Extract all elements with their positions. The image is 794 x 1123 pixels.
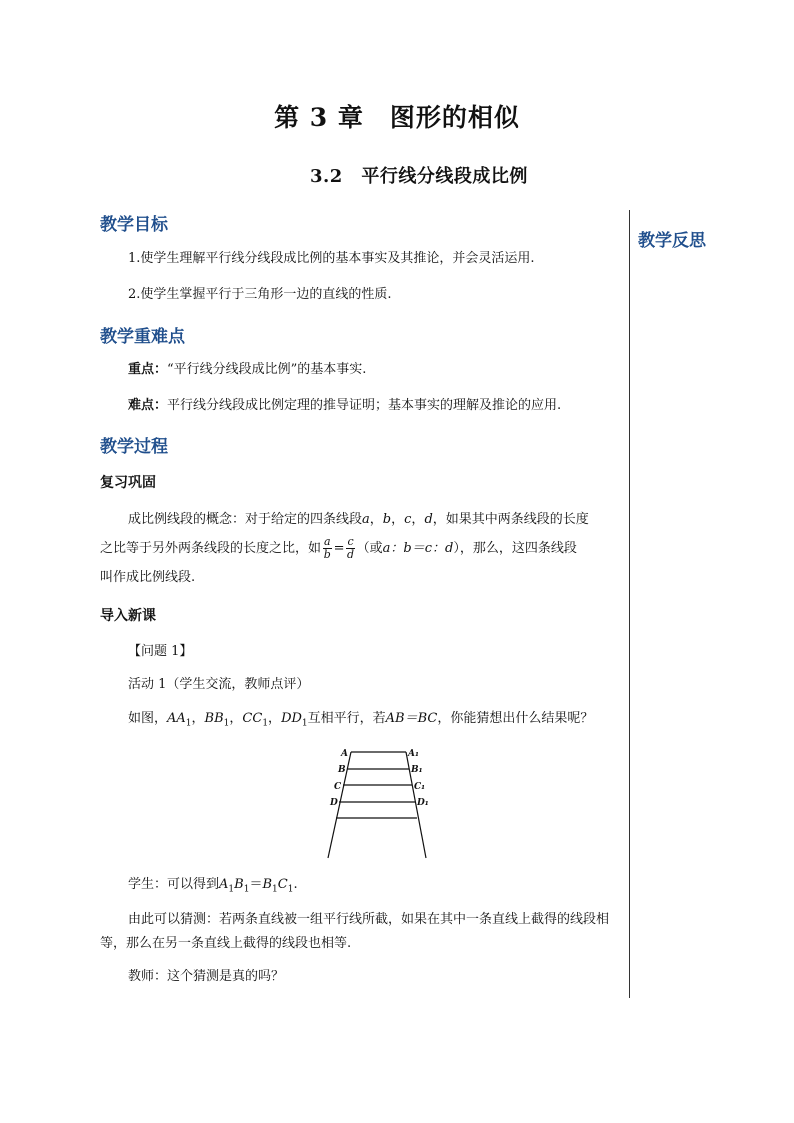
- process-heading: 教学过程: [100, 437, 168, 457]
- review-heading: 复习巩固: [100, 475, 156, 491]
- fraction-c-d: [346, 536, 354, 561]
- label-C: C: [334, 782, 342, 792]
- review-text-1: 成比例线段的概念：对于给定的四条线段: [128, 512, 363, 527]
- fraction-num: c: [347, 535, 354, 548]
- difficulty-text: 平行线分线段成比例定理的推导证明；基本事实的理解及推论的应用.: [167, 398, 562, 413]
- label-A: A: [341, 749, 348, 759]
- label-B: B: [338, 765, 346, 775]
- label-D1: D₁: [417, 798, 429, 808]
- key-label: 重点：: [128, 362, 168, 377]
- difficulty-label: 难点：: [128, 398, 168, 413]
- var-b: b: [382, 512, 392, 527]
- section-subtitle: 3.2 平行线分线段成比例: [310, 166, 528, 187]
- eq-c: C: [277, 877, 288, 892]
- key-heading: 教学重难点: [100, 327, 185, 347]
- var-a: a: [362, 512, 370, 527]
- key-text: “平行线分线段成比例”的基本事实.: [167, 362, 367, 377]
- difficulty-point: [128, 394, 561, 418]
- question-post: 互相平行，若: [307, 711, 386, 726]
- key-point: [128, 358, 366, 382]
- review-text-2b: （或: [356, 541, 383, 556]
- column-divider: [629, 210, 630, 998]
- conclusion-paragraph: 由此可以猜测：若两条直线被一组平行线所截，如果在其中一条直线上截得的线段相等，那么在另一条直线上截得的线段也相等.: [100, 912, 610, 951]
- question-pre: 如图，: [128, 711, 168, 726]
- label-A1: A₁: [408, 749, 419, 759]
- review-text-2c: ），那么，这四条线段: [453, 541, 577, 556]
- problem-label: 【问题 1】: [128, 644, 193, 659]
- review-line-3: 叫作成比例线段.: [100, 570, 196, 585]
- page-title: 第 3 章 图形的相似: [274, 103, 520, 132]
- question-equation: AB＝BC: [385, 711, 438, 726]
- fraction-den: b: [323, 548, 331, 561]
- review-line-2: 之比等于另外两条线段的长度之比，如 $\frac{a}{b}$ = $\frac{c}{d}$ （或a：b＝c：d），那么，这四条线段: [100, 535, 577, 561]
- goal-item-2: 2.使学生掌握平行于三角形一边的直线的性质.: [128, 287, 392, 302]
- label-D: D: [330, 798, 338, 808]
- teacher-question: 教师：这个猜测是真的吗？: [128, 969, 285, 984]
- goal-item-1: 1.使学生理解平行线分线段成比例的基本事实及其推论，并会灵活运用.: [128, 251, 535, 266]
- label-B1: B₁: [411, 765, 423, 775]
- eq-a: A: [219, 877, 229, 892]
- question-end: ，你能猜想出什么结果呢？: [437, 711, 594, 726]
- student-answer: 学生：可以得到$A_1B_1=B_1C_1$.: [128, 877, 298, 895]
- ratio-expression: a：b＝c：d: [382, 541, 454, 556]
- student-text: 学生：可以得到: [128, 877, 220, 892]
- reflection-heading: 教学反思: [638, 231, 706, 251]
- fraction-num: a: [324, 535, 331, 548]
- fraction-a-b: [323, 536, 332, 561]
- activity-label: 活动 1（学生交流，教师点评）: [128, 677, 310, 692]
- eq-b: B: [234, 877, 244, 892]
- parallel-lines-figure: [318, 742, 438, 862]
- fraction-den: d: [347, 548, 355, 561]
- var-d: d: [424, 512, 433, 527]
- review-text-2a: 之比等于另外两条线段的长度之比，如: [100, 541, 322, 556]
- review-line-1: 成比例线段的概念：对于给定的四条线段a，b，c，d，如果其中两条线段的长度: [128, 512, 589, 527]
- goals-heading: 教学目标: [100, 215, 168, 235]
- intro-heading: 导入新课: [100, 608, 156, 624]
- question-line: 如图，$AA_1$，$BB_1$，$CC_1$，$DD_1$互相平行，若AB＝BC，你能猜想出什么结果呢？: [128, 711, 594, 729]
- var-c: c: [404, 512, 412, 527]
- review-text-1b: 如果其中两条线段的长度: [445, 512, 589, 527]
- label-C1: C₁: [414, 782, 426, 792]
